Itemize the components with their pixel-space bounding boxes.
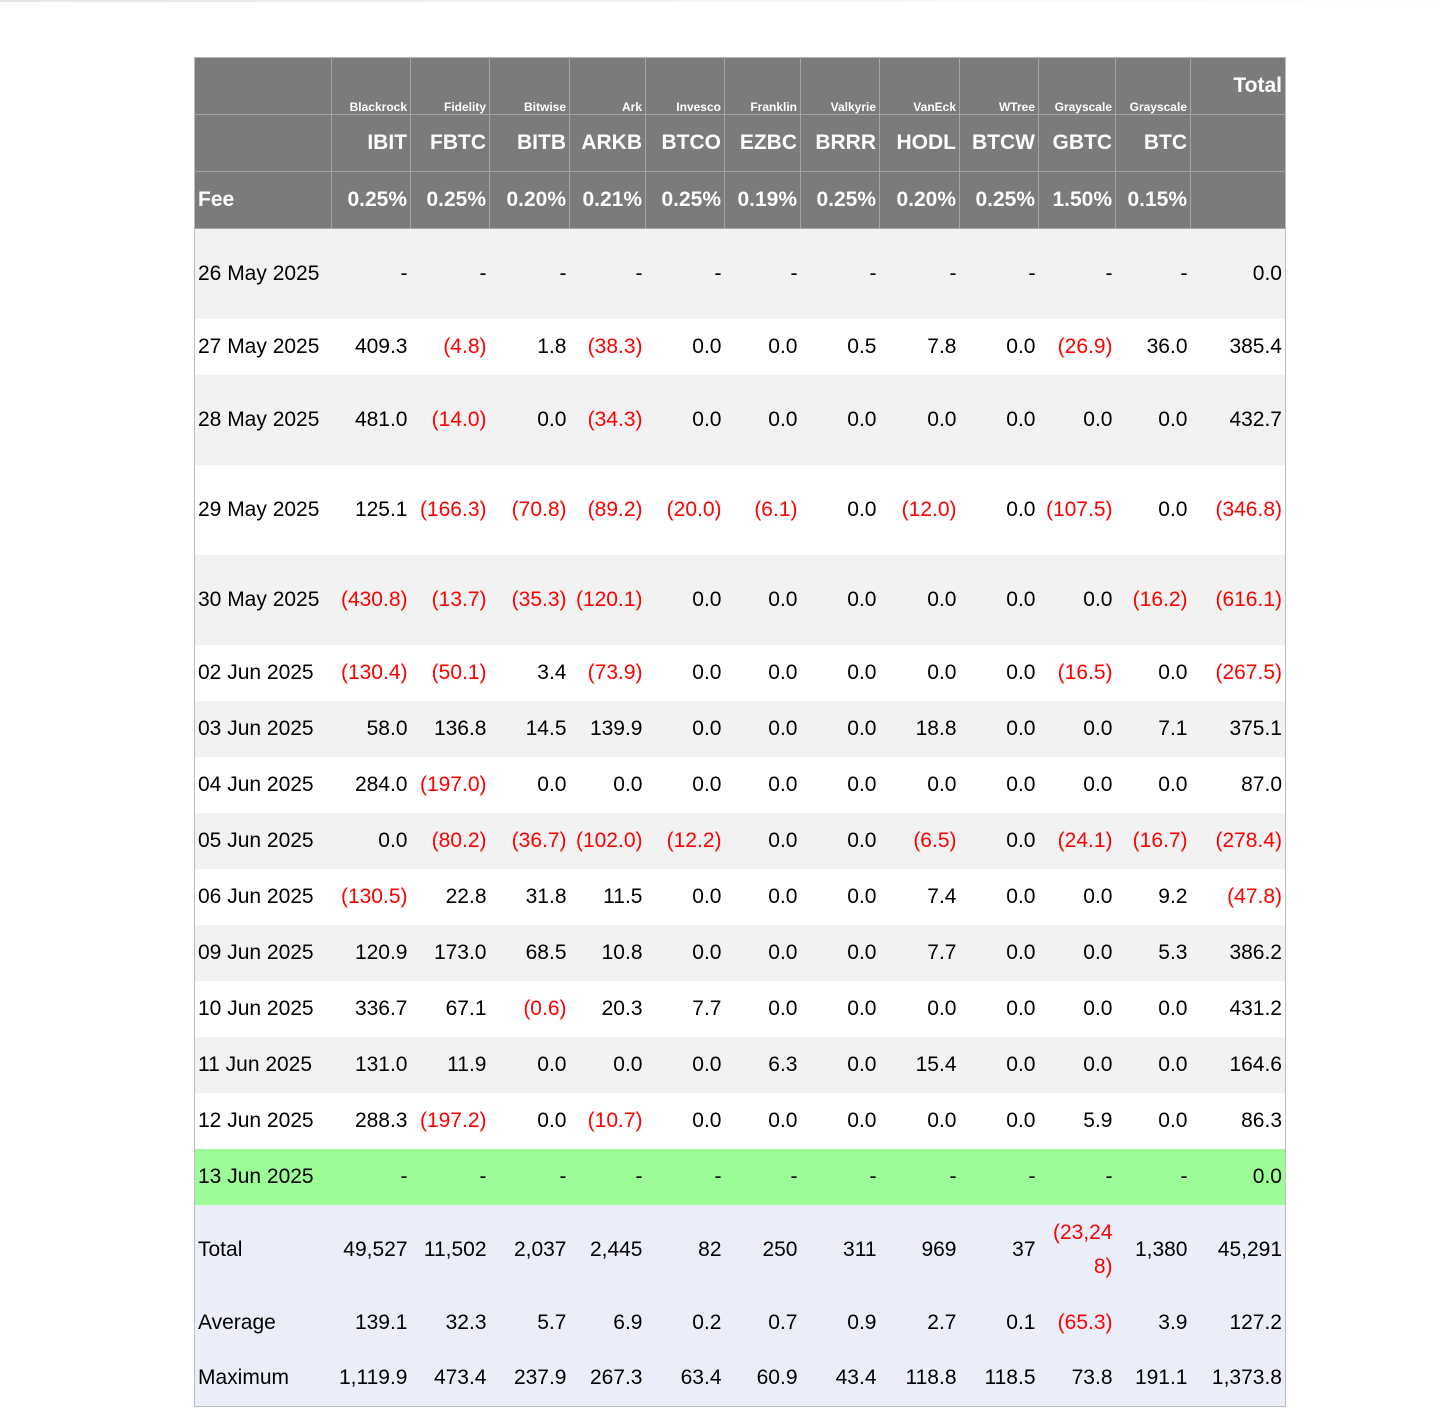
- flow-cell: -: [1039, 229, 1116, 319]
- flow-cell: 0.0: [880, 375, 960, 465]
- summary-value: (23,248): [1039, 1205, 1116, 1295]
- flow-cell: (197.2): [411, 1093, 490, 1149]
- flow-cell: -: [960, 1149, 1039, 1205]
- flow-cell: 6.3: [725, 1037, 801, 1093]
- flow-cell: 0.0: [1116, 645, 1191, 701]
- date-cell: 09 Jun 2025: [195, 925, 332, 981]
- flow-cell: 0.0: [332, 813, 411, 869]
- flow-cell: (430.8): [332, 555, 411, 645]
- flow-cell: -: [490, 1149, 570, 1205]
- issuer-header: Fidelity: [411, 58, 490, 115]
- date-cell: 11 Jun 2025: [195, 1037, 332, 1093]
- flow-cell: 0.0: [725, 757, 801, 813]
- summary-rows: [195, 1205, 1286, 1407]
- date-cell: 28 May 2025: [195, 375, 332, 465]
- summary-row: [195, 1205, 1286, 1295]
- summary-label: Maximum: [195, 1351, 332, 1407]
- flow-cell: (102.0): [570, 813, 646, 869]
- flow-cell: 0.0: [801, 757, 880, 813]
- summary-value: 0.7: [725, 1295, 801, 1351]
- flow-cell: -: [411, 1149, 490, 1205]
- flow-cell: 20.3: [570, 981, 646, 1037]
- row-total-cell: (267.5): [1191, 645, 1286, 701]
- date-cell: 05 Jun 2025: [195, 813, 332, 869]
- row-total-cell: 432.7: [1191, 375, 1286, 465]
- flow-cell: -: [725, 1149, 801, 1205]
- flow-cell: 0.0: [646, 319, 725, 375]
- summary-value: 0.9: [801, 1295, 880, 1351]
- fee-value: 0.21%: [570, 172, 646, 229]
- flow-cell: 0.0: [646, 1093, 725, 1149]
- date-cell: 27 May 2025: [195, 319, 332, 375]
- summary-value: 32.3: [411, 1295, 490, 1351]
- issuer-header: WTree: [960, 58, 1039, 115]
- table-row: [195, 319, 1286, 375]
- summary-value: 63.4: [646, 1351, 725, 1407]
- flow-cell: (197.0): [411, 757, 490, 813]
- flow-cell: (120.1): [570, 555, 646, 645]
- summary-row: [195, 1295, 1286, 1351]
- fee-value: 0.25%: [646, 172, 725, 229]
- flow-cell: 7.1: [1116, 701, 1191, 757]
- ticker-header: BRRR: [801, 115, 880, 172]
- fee-value: 0.25%: [411, 172, 490, 229]
- flow-cell: (107.5): [1039, 465, 1116, 555]
- flow-cell: 0.0: [801, 645, 880, 701]
- flow-cell: 0.0: [1039, 981, 1116, 1037]
- flow-cell: (130.4): [332, 645, 411, 701]
- flow-cell: 0.0: [490, 757, 570, 813]
- flow-cell: 31.8: [490, 869, 570, 925]
- issuer-header: Ark: [570, 58, 646, 115]
- flow-cell: 0.0: [646, 555, 725, 645]
- issuer-header: Invesco: [646, 58, 725, 115]
- flow-cell: 0.0: [1039, 375, 1116, 465]
- summary-value: 0.1: [960, 1295, 1039, 1351]
- flow-cell: 0.0: [725, 1093, 801, 1149]
- date-cell: 02 Jun 2025: [195, 645, 332, 701]
- flow-cell: 0.0: [725, 813, 801, 869]
- table-row: [195, 701, 1286, 757]
- today-row: [195, 1149, 1286, 1205]
- daily-flows: [195, 229, 1286, 1205]
- flow-cell: 0.0: [960, 645, 1039, 701]
- row-total-cell: 0.0: [1191, 1149, 1286, 1205]
- fee-value: 1.50%: [1039, 172, 1116, 229]
- flow-cell: 9.2: [1116, 869, 1191, 925]
- flow-cell: 0.0: [490, 375, 570, 465]
- flow-cell: 67.1: [411, 981, 490, 1037]
- flow-cell: 68.5: [490, 925, 570, 981]
- flow-cell: (6.5): [880, 813, 960, 869]
- ticker-header: IBIT: [332, 115, 411, 172]
- flow-cell: 0.0: [490, 1093, 570, 1149]
- fee-value: 0.25%: [801, 172, 880, 229]
- fee-label: Fee: [195, 172, 332, 229]
- date-cell: 04 Jun 2025: [195, 757, 332, 813]
- flow-cell: -: [490, 229, 570, 319]
- flow-cell: 0.0: [725, 925, 801, 981]
- fee-value: 0.25%: [332, 172, 411, 229]
- flow-cell: 10.8: [570, 925, 646, 981]
- date-cell: 13 Jun 2025: [195, 1149, 332, 1205]
- flow-cell: -: [570, 229, 646, 319]
- summary-label: Average: [195, 1295, 332, 1351]
- summary-value: (65.3): [1039, 1295, 1116, 1351]
- flow-cell: 0.0: [880, 555, 960, 645]
- flow-cell: 0.0: [1116, 375, 1191, 465]
- flow-cell: 0.0: [1039, 555, 1116, 645]
- flow-cell: -: [411, 229, 490, 319]
- flow-cell: 7.8: [880, 319, 960, 375]
- table-row: [195, 869, 1286, 925]
- ticker-header: BTCO: [646, 115, 725, 172]
- flow-cell: 0.0: [1039, 869, 1116, 925]
- flow-cell: 22.8: [411, 869, 490, 925]
- summary-value: 118.5: [960, 1351, 1039, 1407]
- flow-cell: 0.0: [880, 981, 960, 1037]
- table-row: [195, 555, 1286, 645]
- flow-cell: (14.0): [411, 375, 490, 465]
- flow-cell: 5.3: [1116, 925, 1191, 981]
- flow-cell: 11.5: [570, 869, 646, 925]
- summary-value: 118.8: [880, 1351, 960, 1407]
- flow-cell: (4.8): [411, 319, 490, 375]
- flow-cell: 0.0: [646, 645, 725, 701]
- summary-value: 5.7: [490, 1295, 570, 1351]
- flow-cell: -: [332, 1149, 411, 1205]
- fee-value: 0.15%: [1116, 172, 1191, 229]
- corner-cell: [195, 58, 332, 115]
- flow-cell: 0.0: [960, 1093, 1039, 1149]
- flow-cell: 173.0: [411, 925, 490, 981]
- flow-cell: -: [570, 1149, 646, 1205]
- flow-cell: 0.0: [960, 981, 1039, 1037]
- flow-cell: -: [1116, 229, 1191, 319]
- summary-value: 45,291: [1191, 1205, 1286, 1295]
- flow-cell: 0.0: [880, 1093, 960, 1149]
- flow-cell: -: [725, 229, 801, 319]
- summary-value: 1,373.8: [1191, 1351, 1286, 1407]
- summary-value: 82: [646, 1205, 725, 1295]
- flow-cell: 0.0: [1116, 981, 1191, 1037]
- flow-cell: 0.0: [960, 465, 1039, 555]
- summary-value: 60.9: [725, 1351, 801, 1407]
- flow-cell: (0.6): [490, 981, 570, 1037]
- flow-cell: (20.0): [646, 465, 725, 555]
- summary-value: 1,380: [1116, 1205, 1191, 1295]
- date-cell: 26 May 2025: [195, 229, 332, 319]
- flow-cell: 7.7: [880, 925, 960, 981]
- summary-value: 969: [880, 1205, 960, 1295]
- row-total-cell: 87.0: [1191, 757, 1286, 813]
- flow-cell: 288.3: [332, 1093, 411, 1149]
- summary-value: 2,037: [490, 1205, 570, 1295]
- flow-cell: 120.9: [332, 925, 411, 981]
- table-row: [195, 981, 1286, 1037]
- row-total-cell: (278.4): [1191, 813, 1286, 869]
- flow-cell: 58.0: [332, 701, 411, 757]
- ticker-header: EZBC: [725, 115, 801, 172]
- flow-cell: 0.0: [801, 1037, 880, 1093]
- fee-value: 0.19%: [725, 172, 801, 229]
- summary-value: 139.1: [332, 1295, 411, 1351]
- ticker-header: GBTC: [1039, 115, 1116, 172]
- flow-cell: 0.0: [646, 869, 725, 925]
- flow-cell: (50.1): [411, 645, 490, 701]
- flow-cell: 0.0: [801, 465, 880, 555]
- row-total-cell: 431.2: [1191, 981, 1286, 1037]
- flow-cell: 0.0: [1116, 1093, 1191, 1149]
- flow-cell: 15.4: [880, 1037, 960, 1093]
- flow-cell: (16.2): [1116, 555, 1191, 645]
- flow-cell: 0.0: [960, 1037, 1039, 1093]
- flow-cell: 0.0: [646, 925, 725, 981]
- row-total-cell: 386.2: [1191, 925, 1286, 981]
- row-total-cell: 164.6: [1191, 1037, 1286, 1093]
- flow-cell: 0.0: [960, 757, 1039, 813]
- summary-value: 2,445: [570, 1205, 646, 1295]
- summary-value: 237.9: [490, 1351, 570, 1407]
- summary-value: 191.1: [1116, 1351, 1191, 1407]
- fee-value: 0.25%: [960, 172, 1039, 229]
- flow-cell: 0.0: [1116, 757, 1191, 813]
- flow-cell: 0.0: [646, 1037, 725, 1093]
- flow-cell: 0.0: [801, 701, 880, 757]
- summary-value: 127.2: [1191, 1295, 1286, 1351]
- flow-cell: 0.0: [880, 645, 960, 701]
- summary-value: 6.9: [570, 1295, 646, 1351]
- flow-cell: 0.0: [801, 1093, 880, 1149]
- flow-cell: 0.5: [801, 319, 880, 375]
- flow-cell: 1.8: [490, 319, 570, 375]
- fee-row: [195, 172, 1286, 229]
- date-cell: 12 Jun 2025: [195, 1093, 332, 1149]
- flow-cell: 0.0: [725, 701, 801, 757]
- table-row: [195, 757, 1286, 813]
- flow-cell: 139.9: [570, 701, 646, 757]
- flow-cell: 0.0: [960, 925, 1039, 981]
- flow-cell: (10.7): [570, 1093, 646, 1149]
- flow-cell: 0.0: [801, 869, 880, 925]
- flow-cell: (12.0): [880, 465, 960, 555]
- summary-value: 311: [801, 1205, 880, 1295]
- flow-cell: 0.0: [960, 555, 1039, 645]
- flow-cell: 0.0: [725, 375, 801, 465]
- flow-cell: 0.0: [646, 375, 725, 465]
- issuer-row: [195, 58, 1286, 115]
- table-row: [195, 465, 1286, 555]
- flow-cell: (26.9): [1039, 319, 1116, 375]
- table-row: [195, 375, 1286, 465]
- flow-cell: 0.0: [725, 869, 801, 925]
- flow-cell: (24.1): [1039, 813, 1116, 869]
- bitcoin-etf-flow-table: [194, 57, 1286, 1407]
- summary-value: 73.8: [1039, 1351, 1116, 1407]
- ticker-header: BITB: [490, 115, 570, 172]
- flow-cell: 3.4: [490, 645, 570, 701]
- flow-cell: 0.0: [1039, 757, 1116, 813]
- flow-cell: 481.0: [332, 375, 411, 465]
- flow-cell: -: [880, 1149, 960, 1205]
- issuer-header: Grayscale: [1039, 58, 1116, 115]
- issuer-header: Bitwise: [490, 58, 570, 115]
- flow-cell: (36.7): [490, 813, 570, 869]
- flow-cell: 0.0: [880, 757, 960, 813]
- flow-cell: -: [646, 1149, 725, 1205]
- summary-value: 267.3: [570, 1351, 646, 1407]
- flow-cell: 11.9: [411, 1037, 490, 1093]
- fee-value: 0.20%: [880, 172, 960, 229]
- date-cell: 06 Jun 2025: [195, 869, 332, 925]
- flow-cell: 0.0: [801, 375, 880, 465]
- flow-cell: 0.0: [1039, 701, 1116, 757]
- issuer-header: Grayscale: [1116, 58, 1191, 115]
- fee-value: 0.20%: [490, 172, 570, 229]
- row-total-cell: 375.1: [1191, 701, 1286, 757]
- flow-cell: (38.3): [570, 319, 646, 375]
- flow-cell: 36.0: [1116, 319, 1191, 375]
- flow-cell: 18.8: [880, 701, 960, 757]
- ticker-header: HODL: [880, 115, 960, 172]
- flow-cell: 14.5: [490, 701, 570, 757]
- flow-cell: (80.2): [411, 813, 490, 869]
- summary-label: Total: [195, 1205, 332, 1295]
- flow-cell: 125.1: [332, 465, 411, 555]
- summary-value: 11,502: [411, 1205, 490, 1295]
- flow-cell: 0.0: [490, 1037, 570, 1093]
- flow-cell: (89.2): [570, 465, 646, 555]
- summary-value: 2.7: [880, 1295, 960, 1351]
- flow-cell: 131.0: [332, 1037, 411, 1093]
- flow-cell: (130.5): [332, 869, 411, 925]
- row-total-cell: (346.8): [1191, 465, 1286, 555]
- flow-cell: -: [646, 229, 725, 319]
- fee-total-blank: [1191, 172, 1286, 229]
- flow-cell: 0.0: [960, 869, 1039, 925]
- flow-cell: -: [332, 229, 411, 319]
- flow-cell: 336.7: [332, 981, 411, 1037]
- summary-value: 473.4: [411, 1351, 490, 1407]
- table-row: [195, 1037, 1286, 1093]
- issuer-header: Franklin: [725, 58, 801, 115]
- issuer-header: Blackrock: [332, 58, 411, 115]
- table-row: [195, 813, 1286, 869]
- flow-cell: 0.0: [801, 981, 880, 1037]
- flow-cell: -: [801, 229, 880, 319]
- flow-cell: (70.8): [490, 465, 570, 555]
- row-total-cell: (616.1): [1191, 555, 1286, 645]
- summary-value: 250: [725, 1205, 801, 1295]
- flow-cell: 0.0: [960, 319, 1039, 375]
- summary-value: 3.9: [1116, 1295, 1191, 1351]
- flow-cell: 0.0: [725, 645, 801, 701]
- row-total-cell: 86.3: [1191, 1093, 1286, 1149]
- flow-cell: 5.9: [1039, 1093, 1116, 1149]
- flow-cell: 0.0: [1039, 925, 1116, 981]
- ticker-header: FBTC: [411, 115, 490, 172]
- corner-cell: [195, 115, 332, 172]
- flow-cell: 0.0: [725, 319, 801, 375]
- issuer-header: Valkyrie: [801, 58, 880, 115]
- summary-value: 0.2: [646, 1295, 725, 1351]
- flow-cell: 7.7: [646, 981, 725, 1037]
- flow-cell: 0.0: [801, 555, 880, 645]
- flow-cell: -: [960, 229, 1039, 319]
- row-total-cell: 385.4: [1191, 319, 1286, 375]
- table-header: [195, 58, 1286, 229]
- flow-cell: 0.0: [570, 1037, 646, 1093]
- ticker-header: ARKB: [570, 115, 646, 172]
- table-row: [195, 229, 1286, 319]
- date-cell: 03 Jun 2025: [195, 701, 332, 757]
- date-cell: 29 May 2025: [195, 465, 332, 555]
- flow-cell: (166.3): [411, 465, 490, 555]
- flow-cell: 0.0: [1116, 1037, 1191, 1093]
- table-row: [195, 925, 1286, 981]
- flow-cell: 0.0: [960, 375, 1039, 465]
- summary-value: 37: [960, 1205, 1039, 1295]
- ticker-total-blank: [1191, 115, 1286, 172]
- date-cell: 30 May 2025: [195, 555, 332, 645]
- flow-cell: 0.0: [1039, 1037, 1116, 1093]
- flow-cell: 0.0: [960, 813, 1039, 869]
- flow-cell: 0.0: [801, 925, 880, 981]
- flow-cell: 0.0: [646, 757, 725, 813]
- flow-cell: 0.0: [725, 555, 801, 645]
- flow-cell: 0.0: [960, 701, 1039, 757]
- flow-cell: 136.8: [411, 701, 490, 757]
- ticker-header: BTCW: [960, 115, 1039, 172]
- flow-cell: 7.4: [880, 869, 960, 925]
- flow-cell: -: [801, 1149, 880, 1205]
- summary-value: 1,119.9: [332, 1351, 411, 1407]
- row-total-cell: (47.8): [1191, 869, 1286, 925]
- flow-cell: (16.7): [1116, 813, 1191, 869]
- flow-cell: (34.3): [570, 375, 646, 465]
- table-row: [195, 1093, 1286, 1149]
- flow-cell: -: [880, 229, 960, 319]
- top-divider: [0, 0, 1456, 2]
- flow-cell: 0.0: [1116, 465, 1191, 555]
- flow-cell: (73.9): [570, 645, 646, 701]
- flow-cell: -: [1039, 1149, 1116, 1205]
- flow-cell: 0.0: [801, 813, 880, 869]
- flow-cell: -: [1116, 1149, 1191, 1205]
- flow-cell: 0.0: [646, 701, 725, 757]
- flow-cell: (35.3): [490, 555, 570, 645]
- flow-cell: (13.7): [411, 555, 490, 645]
- issuer-header: VanEck: [880, 58, 960, 115]
- flow-cell: 409.3: [332, 319, 411, 375]
- flow-cell: 284.0: [332, 757, 411, 813]
- flow-cell: 0.0: [725, 981, 801, 1037]
- total-header: Total: [1191, 58, 1286, 115]
- date-cell: 10 Jun 2025: [195, 981, 332, 1037]
- summary-row: [195, 1351, 1286, 1407]
- ticker-header: BTC: [1116, 115, 1191, 172]
- flow-cell: 0.0: [570, 757, 646, 813]
- summary-value: 49,527: [332, 1205, 411, 1295]
- flow-cell: (12.2): [646, 813, 725, 869]
- ticker-row: [195, 115, 1286, 172]
- flow-cell: (6.1): [725, 465, 801, 555]
- flow-cell: (16.5): [1039, 645, 1116, 701]
- summary-value: 43.4: [801, 1351, 880, 1407]
- row-total-cell: 0.0: [1191, 229, 1286, 319]
- table-row: [195, 645, 1286, 701]
